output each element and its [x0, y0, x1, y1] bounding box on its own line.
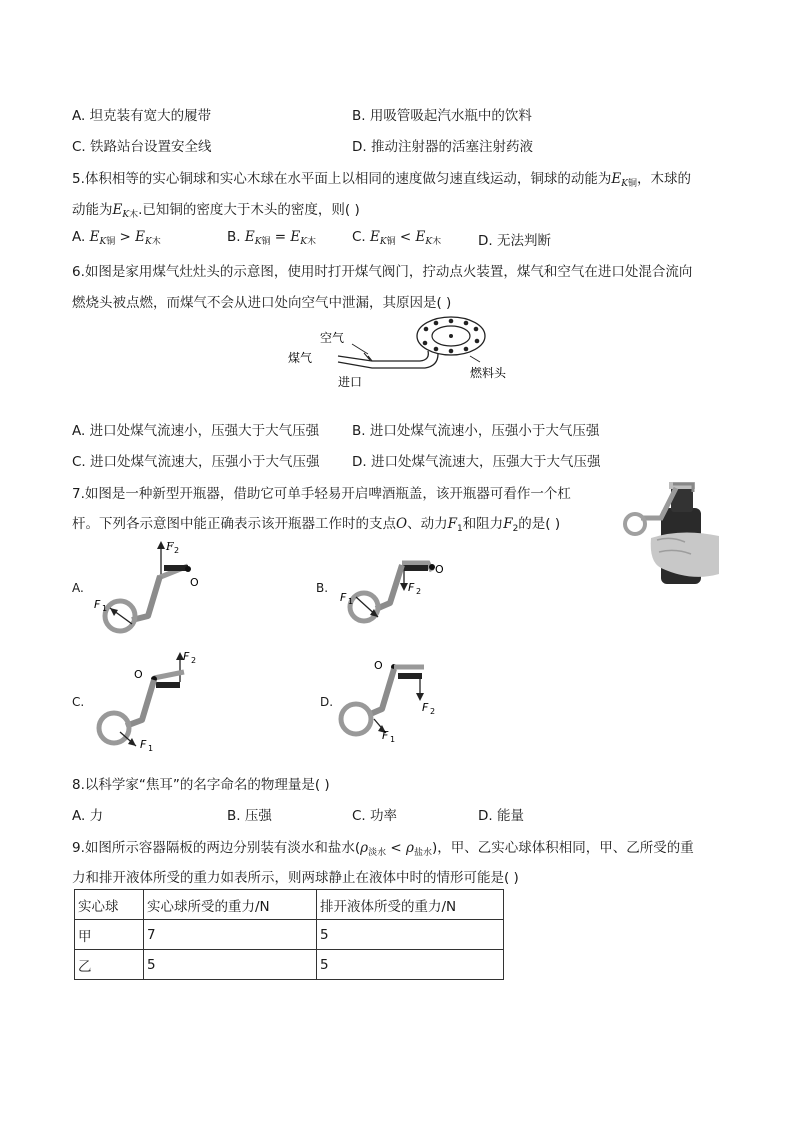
- inlet-label: 进口: [338, 375, 363, 389]
- q5-option-b: B. $E_{K铜} = E_{K木}$: [227, 229, 316, 247]
- table-cell: 5: [317, 920, 504, 950]
- q6-option-c: C. 进口处煤气流速大，压强小于大气压强: [72, 454, 320, 470]
- f2-sub: 2: [191, 656, 197, 665]
- table-header-cell: 实心球所受的重力/N: [144, 890, 317, 920]
- q7-option-c-figure: [90, 648, 210, 756]
- q5-option-c: C. $E_{K铜} < E_{K木}$: [352, 229, 442, 247]
- q7-option-d-figure: [332, 655, 452, 747]
- q4-option-a: A. 坦克装有宽大的履带: [72, 108, 212, 124]
- air-label: 空气: [320, 331, 345, 345]
- table-header-row: [75, 890, 504, 920]
- table-row: [75, 920, 504, 950]
- f2-sub: 2: [430, 707, 436, 716]
- bottle-opener-photo: [621, 478, 719, 584]
- q7-line1: 7.如图是一种新型开瓶器，借助它可单手轻易开启啤酒瓶盖，该开瓶器可看作一个杠: [72, 486, 571, 502]
- burner-label: 燃料头: [470, 366, 507, 380]
- q8-option-b: B. 压强: [227, 808, 272, 824]
- table-cell: 5: [317, 950, 504, 980]
- q9-table: [74, 889, 504, 980]
- q6-line2: 燃烧头被点燃，而煤气不会从进口处向空气中泄漏，其原因是( ): [72, 295, 452, 311]
- f1-sub: 1: [102, 604, 108, 613]
- o-label: O: [374, 659, 383, 672]
- f1-label: F: [340, 591, 347, 604]
- gas-stove-figure: [280, 316, 530, 394]
- q8-option-a: A. 力: [72, 808, 104, 824]
- table-header-cell: 实心球: [75, 890, 144, 920]
- f2-sub: 2: [174, 546, 180, 555]
- f2-label: F: [183, 650, 190, 663]
- q7-option-d-label: D.: [320, 695, 334, 709]
- o-label: O: [134, 668, 143, 681]
- q7-option-b-label: B.: [316, 581, 329, 595]
- o-label: O: [435, 563, 444, 576]
- f1-sub: 1: [348, 597, 354, 606]
- q9-line2: 力和排开液体所受的重力如表所示，则两球静止在液体中时的情形可能是( ): [72, 870, 519, 886]
- f1-label: F: [140, 738, 147, 751]
- q6-option-d: D. 进口处煤气流速大，压强大于大气压强: [352, 454, 601, 470]
- f1-sub: 1: [390, 735, 396, 744]
- q5-line2: 动能为$E_{K木}$.已知铜的密度大于木头的密度，则( ): [72, 202, 360, 220]
- q4-option-d: D. 推动注射器的活塞注射药液: [352, 139, 533, 155]
- q5-option-a: A. $E_{K铜} > E_{K木}$: [72, 229, 161, 247]
- f2-sub: 2: [416, 587, 422, 596]
- q7-option-b-figure: [332, 545, 452, 635]
- table-cell: 7: [144, 920, 317, 950]
- f1-label: F: [94, 598, 101, 611]
- q5-option-d: D. 无法判断: [478, 233, 551, 249]
- table-header-cell: 排开液体所受的重力/N: [317, 890, 504, 920]
- q6-option-a: A. 进口处煤气流速小，压强大于大气压强: [72, 423, 320, 439]
- q4-option-b: B. 用吸管吸起汽水瓶中的饮料: [352, 108, 532, 124]
- table-cell: 5: [144, 950, 317, 980]
- q9-line1: 9.如图所示容器隔板的两边分别装有淡水和盐水$(\rho_{淡水} < \rho_{盐水})$，甲、乙实心球体积相同，甲、乙所受的重: [72, 840, 694, 858]
- f2-label: F: [166, 540, 174, 553]
- f1-sub: 1: [148, 744, 154, 753]
- q4-option-c: C. 铁路站台设置安全线: [72, 139, 212, 155]
- f2-label: F: [422, 701, 429, 714]
- q7-option-a-figure: [90, 536, 210, 641]
- table-row: [75, 950, 504, 980]
- q6-line1: 6.如图是家用煤气灶灶头的示意图，使用时打开煤气阀门，拧动点火装置，煤气和空气在进口处混合流向: [72, 264, 693, 280]
- o-label: O: [190, 576, 199, 589]
- gas-label: 煤气: [288, 351, 313, 365]
- q8-line: 8.以科学家“焦耳”的名字命名的物理量是( ): [72, 777, 330, 793]
- f1-label: F: [382, 729, 389, 742]
- table-cell: 乙: [75, 950, 144, 980]
- q8-option-c: C. 功率: [352, 808, 398, 824]
- q6-option-b: B. 进口处煤气流速小，压强小于大气压强: [352, 423, 600, 439]
- q8-option-d: D. 能量: [478, 808, 524, 824]
- table-cell: 甲: [75, 920, 144, 950]
- f2-label: F: [408, 581, 415, 594]
- q7-option-a-label: A.: [72, 581, 84, 595]
- q7-line2: 杆。下列各示意图中能正确表示该开瓶器工作时的支点O、动力$F_1$和阻力$F_2$的是( ): [72, 516, 561, 534]
- q7-option-c-label: C.: [72, 695, 85, 709]
- q5-line1: 5.体积相等的实心铜球和实心木球在水平面上以相同的速度做匀速直线运动，铜球的动能为$E_{K铜}$，木球的: [72, 171, 691, 189]
